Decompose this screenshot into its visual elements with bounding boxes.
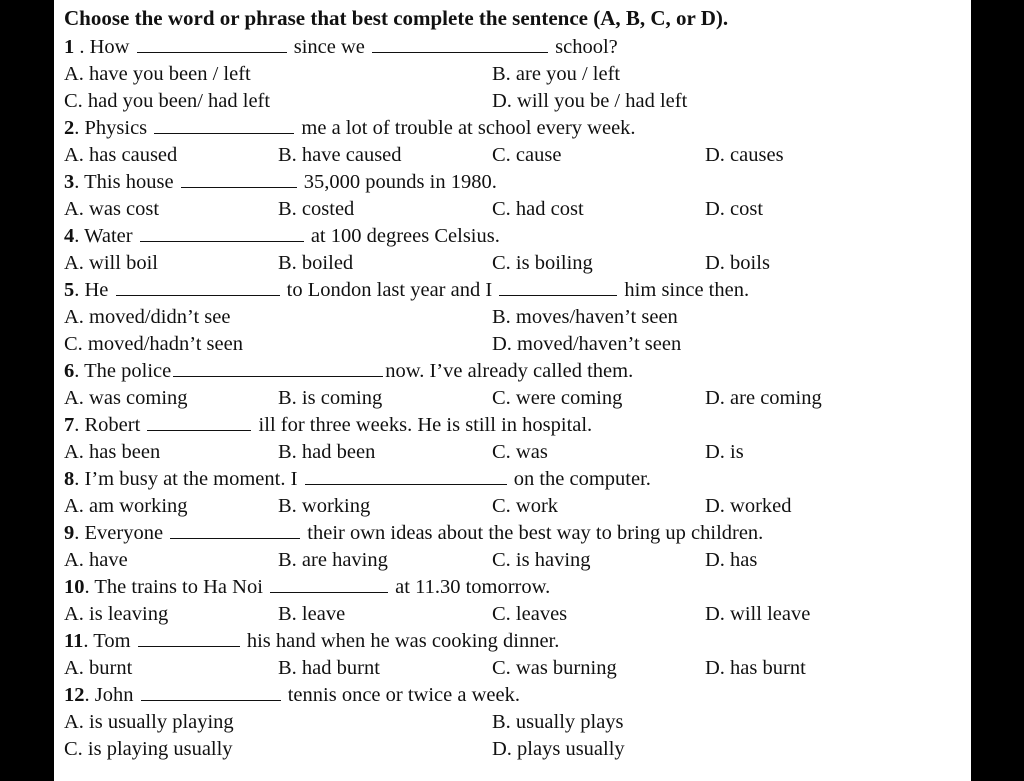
answer-blank[interactable]: [147, 412, 251, 431]
answer-option[interactable]: D. is: [705, 441, 744, 463]
question-text: John: [94, 684, 139, 706]
instructions-heading: Choose the word or phrase that best complete the sentence (A, B, C, or D).: [64, 6, 729, 30]
answer-blank[interactable]: [372, 34, 548, 53]
question-12: [64, 682, 520, 708]
answer-option[interactable]: B. is coming: [278, 387, 383, 409]
answer-option[interactable]: D. cost: [705, 198, 764, 220]
question-text: 35,000 pounds in 1980.: [298, 171, 497, 193]
answer-option[interactable]: A. have: [64, 549, 128, 571]
answer-option[interactable]: C. was: [492, 441, 548, 463]
question-text: Water: [84, 225, 138, 247]
answer-option[interactable]: C. was burning: [492, 657, 617, 679]
answer-option[interactable]: A. burnt: [64, 657, 133, 679]
answer-blank[interactable]: [116, 277, 280, 296]
question-text: now. I’ve already called them.: [385, 360, 634, 382]
answer-option[interactable]: A. has caused: [64, 144, 178, 166]
question-text: their own ideas about the best way to bring up children.: [302, 522, 764, 544]
answer-option[interactable]: D. boils: [705, 252, 770, 274]
question-text: him since then.: [619, 279, 750, 301]
worksheet-page: [54, 0, 971, 781]
answer-option[interactable]: D. worked: [705, 495, 792, 517]
answer-option[interactable]: B. have caused: [278, 144, 402, 166]
answer-option[interactable]: C. work: [492, 495, 559, 517]
answer-blank[interactable]: [270, 574, 388, 593]
answer-option[interactable]: A. moved/didn’t see: [64, 306, 231, 328]
answer-blank[interactable]: [154, 115, 294, 134]
question-number-separator: .: [74, 225, 85, 247]
question-text: at 11.30 tomorrow.: [390, 576, 551, 598]
question-text: I’m busy at the moment. I: [84, 468, 303, 490]
question-text: Tom: [93, 630, 136, 652]
question-5: [64, 277, 749, 303]
answer-blank[interactable]: [173, 358, 383, 377]
question-10: [64, 574, 550, 600]
question-number-separator: .: [74, 360, 85, 382]
question-2: [64, 115, 636, 141]
question-text: since we: [288, 36, 371, 58]
question-number: 1: [64, 36, 75, 58]
question-number-separator: .: [74, 522, 85, 544]
question-number-separator: .: [83, 630, 94, 652]
question-number: 5: [64, 279, 75, 301]
question-number-separator: .: [84, 684, 95, 706]
question-text: tennis once or twice a week.: [282, 684, 520, 706]
answer-option[interactable]: D. moved/haven’t seen: [492, 333, 682, 355]
question-text: at 100 degrees Celsius.: [305, 225, 500, 247]
question-text: school?: [550, 36, 618, 58]
question-number-separator: .: [84, 576, 95, 598]
question-text: Everyone: [84, 522, 169, 544]
answer-option[interactable]: C. is boiling: [492, 252, 593, 274]
question-11: [64, 628, 559, 654]
answer-option[interactable]: D. has burnt: [705, 657, 806, 679]
answer-option[interactable]: B. are having: [278, 549, 388, 571]
question-number-separator: .: [74, 414, 85, 436]
answer-option[interactable]: B. leave: [278, 603, 346, 625]
answer-option[interactable]: A. have you been / left: [64, 63, 251, 85]
answer-option[interactable]: B. are you / left: [492, 63, 621, 85]
answer-option[interactable]: D. will you be / had left: [492, 90, 688, 112]
question-text: He: [84, 279, 114, 301]
question-number-separator: .: [74, 468, 85, 490]
answer-option[interactable]: A. will boil: [64, 252, 158, 274]
question-3: [64, 169, 497, 195]
answer-blank[interactable]: [141, 682, 281, 701]
answer-option[interactable]: B. costed: [278, 198, 355, 220]
question-number-separator: .: [74, 117, 85, 139]
question-text: Physics: [84, 117, 153, 139]
question-number: 4: [64, 225, 75, 247]
answer-option[interactable]: C. cause: [492, 144, 562, 166]
answer-option[interactable]: A. am working: [64, 495, 188, 517]
question-number: 8: [64, 468, 75, 490]
answer-option[interactable]: D. are coming: [705, 387, 822, 409]
answer-blank[interactable]: [137, 34, 287, 53]
answer-option[interactable]: C. is playing usually: [64, 738, 233, 760]
question-9: [64, 520, 763, 546]
answer-option[interactable]: B. working: [278, 495, 371, 517]
question-6: [64, 358, 633, 384]
question-8: [64, 466, 651, 492]
answer-option[interactable]: C. moved/hadn’t seen: [64, 333, 243, 355]
question-text: ill for three weeks. He is still in hospital.: [253, 414, 593, 436]
answer-blank[interactable]: [181, 169, 297, 188]
question-number: 3: [64, 171, 75, 193]
answer-option[interactable]: D. causes: [705, 144, 784, 166]
question-text: to London last year and I: [281, 279, 498, 301]
answer-option[interactable]: B. had burnt: [278, 657, 380, 679]
answer-option[interactable]: A. was cost: [64, 198, 160, 220]
answer-option[interactable]: A. is usually playing: [64, 711, 234, 733]
answer-blank[interactable]: [138, 628, 240, 647]
answer-option[interactable]: C. had cost: [492, 198, 584, 220]
answer-option[interactable]: D. has: [705, 549, 758, 571]
question-text: How: [89, 36, 135, 58]
question-number: 2: [64, 117, 75, 139]
question-number-separator: .: [74, 171, 85, 193]
answer-blank[interactable]: [170, 520, 300, 539]
answer-option[interactable]: A. was coming: [64, 387, 188, 409]
question-number: 9: [64, 522, 75, 544]
answer-option[interactable]: A. has been: [64, 441, 161, 463]
answer-option[interactable]: C. is having: [492, 549, 591, 571]
answer-option[interactable]: C. were coming: [492, 387, 623, 409]
answer-blank[interactable]: [140, 223, 304, 242]
question-number-separator: .: [74, 279, 85, 301]
answer-blank[interactable]: [499, 277, 617, 296]
question-number-separator: .: [74, 36, 90, 58]
answer-option[interactable]: D. will leave: [705, 603, 811, 625]
answer-option[interactable]: B. usually plays: [492, 711, 624, 733]
question-text: me a lot of trouble at school every week.: [296, 117, 636, 139]
answer-option[interactable]: B. moves/haven’t seen: [492, 306, 678, 328]
question-number: 7: [64, 414, 75, 436]
question-number: 6: [64, 360, 75, 382]
answer-option[interactable]: C. leaves: [492, 603, 568, 625]
question-1: [64, 34, 618, 60]
question-text: The police: [84, 360, 172, 382]
answer-blank[interactable]: [305, 466, 507, 485]
answer-option[interactable]: D. plays usually: [492, 738, 625, 760]
answer-option[interactable]: A. is leaving: [64, 603, 169, 625]
question-number: 12: [64, 684, 85, 706]
question-text: his hand when he was cooking dinner.: [241, 630, 560, 652]
question-number: 11: [64, 630, 84, 652]
question-text: The trains to Ha Noi: [94, 576, 269, 598]
question-7: [64, 412, 592, 438]
question-text: on the computer.: [508, 468, 651, 490]
answer-option[interactable]: B. had been: [278, 441, 376, 463]
question-text: Robert: [84, 414, 146, 436]
answer-option[interactable]: C. had you been/ had left: [64, 90, 271, 112]
question-4: [64, 223, 500, 249]
answer-option[interactable]: B. boiled: [278, 252, 354, 274]
question-number: 10: [64, 576, 85, 598]
question-text: This house: [84, 171, 179, 193]
